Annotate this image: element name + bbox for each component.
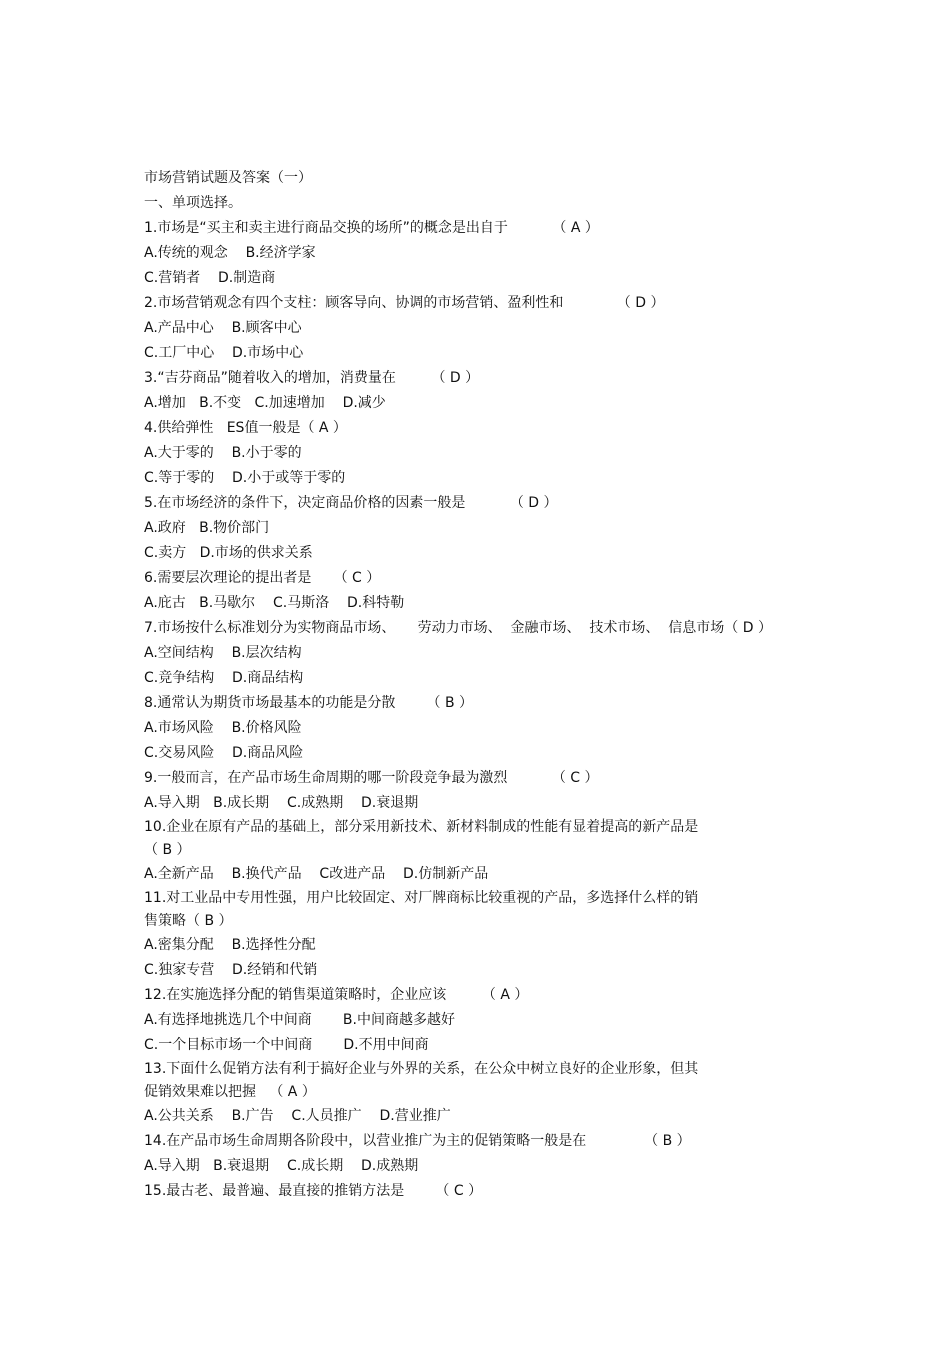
- option-line: C.一个目标市场一个中间商 D.不用中间商: [144, 1037, 429, 1053]
- option-line: A.政府 B.物价部门: [144, 520, 270, 536]
- question-list: [144, 216, 844, 1204]
- question-line: 11.对工业品中专用性强，用户比较固定、对厂牌商标比较重视的产品，多选择什么样的销: [144, 890, 699, 906]
- option-line: A.产品中心 B.顾客中心: [144, 320, 302, 336]
- option-line: 促销效果难以把握 （ A ）: [144, 1084, 316, 1100]
- option-line: A.全新产品 B.换代产品 C改进产品 D.仿制新产品: [144, 866, 489, 882]
- option-line: A.密集分配 B.选择性分配: [144, 937, 316, 953]
- option-line: A.导入期 B.衰退期 C.成长期 D.成熟期: [144, 1158, 419, 1174]
- question-line: 3.“吉芬商品”随着收入的增加，消费量在 （ D ）: [144, 370, 480, 386]
- option-line: A.传统的观念 B.经济学家: [144, 245, 316, 261]
- option-line: A.大于零的 B.小于零的: [144, 445, 302, 461]
- option-line: A.公共关系 B.广告 C.人员推广 D.营业推广: [144, 1108, 451, 1124]
- question-line: 13.下面什么促销方法有利于搞好企业与外界的关系，在公众中树立良好的企业形象，但其: [144, 1061, 699, 1077]
- option-line: C.工厂中心 D.市场中心: [144, 345, 304, 361]
- question-line: 9.一般而言，在产品市场生命周期的哪一阶段竞争最为激烈 （ C ）: [144, 770, 599, 786]
- question-line: 8.通常认为期货市场最基本的功能是分散 （ B ）: [144, 695, 474, 711]
- question-line: 12.在实施选择分配的销售渠道策略时，企业应该 （ A ）: [144, 987, 529, 1003]
- question-line: 4.供给弹性 ES值一般是（ A ）: [144, 420, 347, 436]
- option-line: （ B ）: [144, 842, 191, 858]
- question-line: 10.企业在原有产品的基础上，部分采用新技术、新材料制成的性能有显着提高的新产品是: [144, 819, 699, 835]
- question-line: 2.市场营销观念有四个支柱：顾客导向、协调的市场营销、盈利性和 （ D ）: [144, 295, 665, 311]
- option-line: A.导入期 B.成长期 C.成熟期 D.衰退期: [144, 795, 419, 811]
- option-line: 售策略（ B ）: [144, 913, 233, 929]
- option-line: A.有选择地挑选几个中间商 B.中间商越多越好: [144, 1012, 455, 1028]
- option-line: C.卖方 D.市场的供求关系: [144, 545, 313, 561]
- option-line: A.市场风险 B.价格风险: [144, 720, 302, 736]
- question-line: 6.需要层次理论的提出者是 （ C ）: [144, 570, 381, 586]
- section-heading: 一、单项选择。: [144, 195, 242, 211]
- question-line: 5.在市场经济的条件下，决定商品价格的因素一般是 （ D ）: [144, 495, 558, 511]
- option-line: A.增加 B.不变 C.加速增加 D.减少: [144, 395, 386, 411]
- question-line: 15.最古老、最普遍、最直接的推销方法是 （ C ）: [144, 1183, 483, 1199]
- option-line: C.竞争结构 D.商品结构: [144, 670, 304, 686]
- document-page: [144, 166, 844, 1204]
- option-line: A.庇古 B.马歇尔 C.马斯洛 D.科特勒: [144, 595, 405, 611]
- question-line: 7.市场按什么标准划分为实物商品市场、 劳动力市场、 金融市场、 技术市场、 信息市场（ D ）: [144, 620, 772, 636]
- question-line: 14.在产品市场生命周期各阶段中，以营业推广为主的促销策略一般是在 （ B ）: [144, 1133, 691, 1149]
- option-line: C.等于零的 D.小于或等于零的: [144, 470, 346, 486]
- option-line: C.营销者 D.制造商: [144, 270, 276, 286]
- question-line: 1.市场是“买主和卖主进行商品交换的场所”的概念是出自于 （ A ）: [144, 220, 599, 236]
- option-line: C.交易风险 D.商品风险: [144, 745, 304, 761]
- doc-title: 市场营销试题及答案（一）: [144, 170, 312, 186]
- option-line: C.独家专营 D.经销和代销: [144, 962, 318, 978]
- option-line: A.空间结构 B.层次结构: [144, 645, 302, 661]
